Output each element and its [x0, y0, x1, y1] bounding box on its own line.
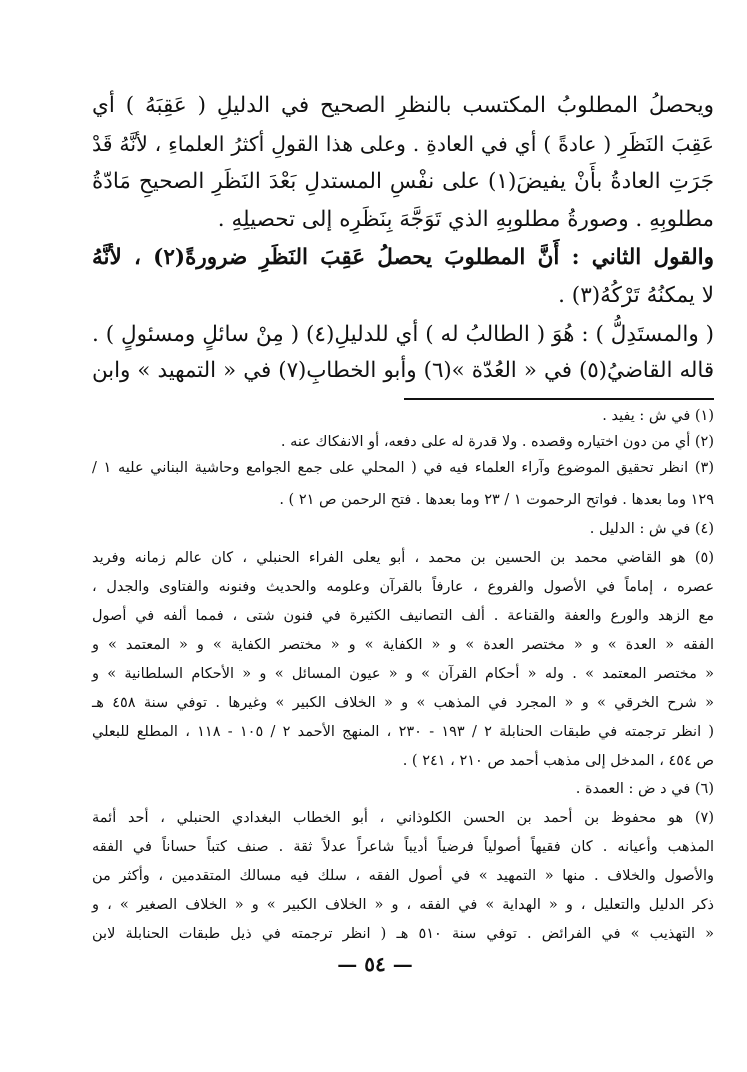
footnote-separator	[404, 398, 714, 400]
footnote-line: (٦) في د ض : العمدة .	[575, 781, 714, 797]
footnote-line: الفقه « العدة » و « مختصر العدة » و « الكفاية » و « مختصر الكفاية » و « المعتمد » و	[92, 637, 714, 653]
footnote-line: (٥) هو القاضي محمد بن الحسين بن محمد ، أبو يعلى الفراء الحنبلي ، كان عالم زمانه وفريد	[92, 550, 714, 566]
footnote-line: « التهذيب » في الفرائض . توفي سنة ٥١٠ هـ ( انظر ترجمته في ذيل طبقات الحنابلة لابن	[92, 926, 714, 942]
main-text-line: ( والمستَدِلُّ ) : هُوَ ( الطالبُ له ) أي للدليلِ(٤) ( مِنْ سائلٍ ومسئولٍ ) .	[92, 322, 714, 347]
footnote-line: (١) في ش : يفيد .	[602, 408, 714, 424]
footnote-line: عصره ، إماماً في الأصول والفروع ، عارفاً بالقرآن وعلومه والحديث وفنونه والفتاوى والجدل ،	[92, 579, 714, 595]
main-text-line: مطلوبِهِ . وصورةُ مطلوبِهِ الذي تَوَجَّهَ بِنَظَرِه إلى تحصيلِهِ .	[217, 207, 714, 232]
main-text-line: عَقِبَ النَظَرِ ( عادةً ) أي في العادةِ . وعلى هذا القولِ أكثرُ العلماءِ ، لأنَّهُ قَدْ	[92, 132, 714, 156]
main-text-line: جَرَتِ العادةُ بأَنْ يفيضَ(١) على نفْسِ المستدلِ بَعْدَ النَظَرِ الصحيحِ مَادّةُ	[92, 169, 714, 194]
footnote-line: ( انظر ترجمته في طبقات الحنابلة ٢ / ١٩٣ - ٢٣٠ ، المنهج الأحمد ٢ / ١٠٥ - ١١٨ ، المطلع للبعلي	[92, 724, 715, 740]
footnote-line: ذكر الدليل والتعليل ، و « الهداية » في الفقه ، و « الخلاف الكبير » و « الخلاف الصغير » ، و	[92, 897, 714, 913]
main-text-line-heading: والقول الثاني : أَنَّ المطلوبَ يحصلُ عَقِبَ النَظَرِ ضرورةً(٢) ، لأنَّهُ	[92, 245, 714, 270]
main-text-line: قاله القاضيُ(٥) في « العُدّة »(٦) وأبو الخطابِ(٧) في « التمهيد » وابن	[92, 358, 715, 383]
footnote-line: (٤) في ش : الدليل .	[589, 521, 714, 537]
footnote-line: المذهب وأعيانه . كان فقيهاً أصولياً فرضياً أديباً شاعراً عدلاً ثقة . صنف كتباً حساناً في الفقه	[92, 839, 714, 855]
footnote-line: (٣) انظر تحقيق الموضوع وآراء العلماء فيه في ( المحلي على جمع الجوامع وحاشية البناني عليه ١ /	[92, 460, 714, 476]
footnote-line: (٢) أي من دون اختياره وقصده . ولا قدرة له على دفعه، أو الانفكاك عنه .	[280, 434, 714, 450]
footnote-line: « مختصر المعتمد » . وله « أحكام القرآن » و « عيون المسائل » و « الأحكام السلطانية » و	[92, 666, 714, 682]
footnote-line: ص ٤٥٤ ، المدخل إلى مذهب أحمد ص ٢١٠ ، ٢٤١ ) .	[402, 753, 714, 769]
main-text-line: لا يمكنُهُ تَرْكُهُ(٣) .	[558, 283, 714, 308]
footnote-line: ١٢٩ وما بعدها . فواتح الرحموت ١ / ٢٣ وما بعدها . فتح الرحمن ص ٢١ ) .	[279, 492, 714, 508]
footnote-line: « شرح الخرقي » و « المجرد في المذهب » و « الخلاف الكبير » وغيرها . توفي سنة ٤٥٨ هـ	[92, 695, 714, 711]
footnote-line: مع الزهد والورع والعفة والقناعة . ألف التصانيف الكثيرة في فنون شتى ، فمما ألفه في أصول	[92, 608, 714, 624]
main-text-line: ويحصلُ المطلوبُ المكتسب بالنظرِ الصحيح في الدليلِ ( عَقِبَهُ ) أي	[92, 93, 714, 118]
footnote-line: والأصول والخلاف . منها « التمهيد » في أصول الفقه ، سلك فيه مسالك المتقدمين ، وأكثر من	[92, 868, 714, 884]
page-number: — ٥٤ —	[337, 952, 413, 976]
footnote-line: (٧) هو محفوظ بن أحمد بن الحسن الكلوذاني ، أبو الخطاب البغدادي الحنبلي ، أحد أئمة	[92, 810, 714, 826]
